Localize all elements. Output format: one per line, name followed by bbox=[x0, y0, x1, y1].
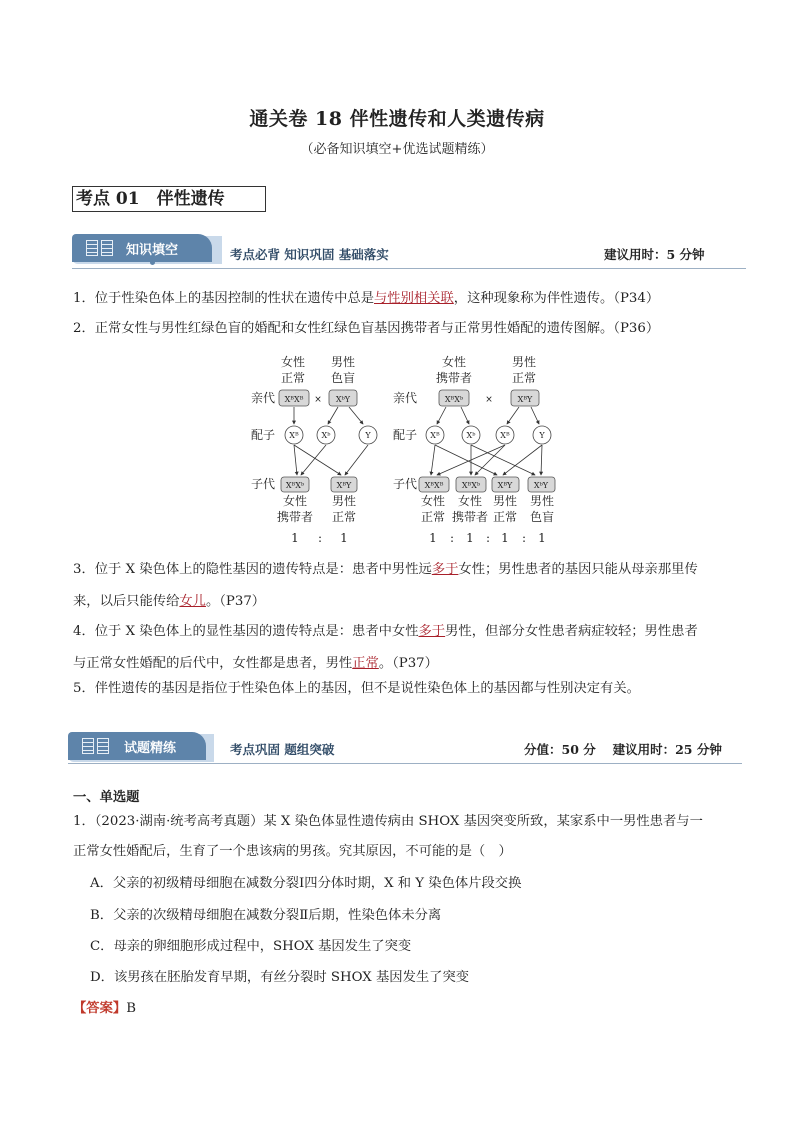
banner-right-text: 分值：50 分 建议用时：25 分钟 bbox=[524, 742, 722, 757]
left-parent-label: 亲代 bbox=[251, 391, 276, 405]
page-subtitle: （必备知识填空+优选试题精练） bbox=[300, 142, 494, 157]
question-line: 1．（2023·湖南·统考高考真题）某 X 染色体显性遗传病由 SHOX 基因突变所致，某家系中一男性患者与一 bbox=[73, 814, 703, 829]
knowledge-item-2: 2．正常女性与男性红绿色盲的婚配和女性红绿色盲基因携带者与正常男性婚配的遗传图解。（P36） bbox=[73, 321, 660, 336]
right-ratio-1: 1 bbox=[429, 531, 437, 545]
right-ratio-sep-3: : bbox=[521, 531, 527, 545]
right-offspring-1-geno: XᴮXᴮ bbox=[424, 481, 444, 490]
right-ratio-sep-2: : bbox=[485, 531, 491, 545]
banner-middle-text: 考点巩固 题组突破 bbox=[230, 742, 335, 757]
left-p-female-line1: 女性 bbox=[280, 355, 306, 369]
right-offspring-2-geno: XᴮXᵇ bbox=[461, 481, 481, 490]
right-offspring-4-pheno: 男性 bbox=[529, 494, 555, 508]
text: 3．位于 X 染色体上的隐性基因的遗传特点是：患者中男性远 bbox=[73, 562, 432, 577]
text: 4．位于 X 染色体上的显性基因的遗传特点是：患者中女性 bbox=[73, 624, 419, 639]
right-ratio-2: 1 bbox=[466, 531, 474, 545]
banner-divider bbox=[68, 763, 742, 764]
left-offspring-2-pheno2: 正常 bbox=[331, 510, 357, 524]
left-p-male-geno: XᵇY bbox=[335, 395, 351, 404]
text: 男性，但部分女性患者病症较轻；男性患者 bbox=[445, 624, 698, 639]
blank-answer: 多于 bbox=[431, 562, 459, 577]
knowledge-item-4 bbox=[73, 618, 723, 678]
right-offspring-3-geno: XᴮY bbox=[497, 481, 513, 490]
blank-answer: 女儿 bbox=[179, 594, 206, 609]
banner-divider bbox=[72, 268, 746, 269]
left-p-male-line1: 男性 bbox=[330, 355, 356, 369]
right-ratio-4: 1 bbox=[538, 531, 546, 545]
knowledge-item-3 bbox=[73, 556, 723, 616]
text: 。（P37） bbox=[378, 656, 438, 671]
right-offspring-1-pheno2: 正常 bbox=[420, 510, 446, 524]
text: 1．位于性染色体上的基因控制的性状在遗传中总是 bbox=[73, 291, 374, 306]
left-gamete-3-label: Y bbox=[365, 431, 371, 440]
section-title-box: 考点 01 伴性遗传 bbox=[72, 186, 266, 212]
answer-label: 【答案】 bbox=[73, 1001, 127, 1016]
right-offspring-2-pheno2: 携带者 bbox=[451, 510, 489, 524]
right-p-male-line2: 正常 bbox=[511, 371, 537, 385]
right-parent-label: 亲代 bbox=[393, 391, 418, 405]
left-ratio-sep: : bbox=[317, 531, 323, 545]
option-b[interactable]: B．父亲的次级精母细胞在减数分裂Ⅱ后期，性染色体未分离 bbox=[90, 908, 442, 923]
banner-middle-text: 考点必背 知识巩固 基础落实 bbox=[230, 247, 389, 262]
right-p-male-line1: 男性 bbox=[511, 355, 537, 369]
left-gamete-1-label: Xᴮ bbox=[289, 431, 299, 440]
left-offspring-1-pheno2: 携带者 bbox=[276, 510, 314, 524]
section-heading: 一、单选题 bbox=[73, 790, 140, 805]
text: 。（P37） bbox=[205, 594, 266, 609]
banner-right-text: 建议用时：5 分钟 bbox=[604, 247, 705, 262]
right-gamete-1-label: Xᴮ bbox=[430, 431, 440, 440]
text: ，这种现象称为伴性遗传。（P34） bbox=[453, 291, 660, 306]
text: 来，以后只能传给 bbox=[73, 594, 180, 609]
answer-value: B bbox=[126, 1001, 136, 1016]
option-c[interactable]: C．母亲的卵细胞形成过程中，SHOX 基因发生了突变 bbox=[90, 939, 412, 954]
right-gamete-3-label: Xᴮ bbox=[500, 431, 510, 440]
banner-tab-label: 知识填空 bbox=[126, 242, 179, 258]
left-p-female-geno: XᴮXᴮ bbox=[284, 395, 304, 404]
right-p-female-line1: 女性 bbox=[441, 355, 467, 369]
question-1-stem bbox=[73, 808, 723, 866]
right-gamete-label: 配子 bbox=[393, 428, 418, 442]
left-p-male-line2: 色盲 bbox=[330, 371, 356, 385]
right-offspring-2-pheno: 女性 bbox=[457, 494, 483, 508]
text: 与正常女性婚配的后代中，女性都是患者，男性 bbox=[73, 656, 353, 671]
left-offspring-2-geno: XᴮY bbox=[336, 481, 352, 490]
left-gamete-2-label: Xᵇ bbox=[321, 431, 331, 440]
knowledge-banner bbox=[72, 234, 746, 270]
left-offspring-1-pheno: 女性 bbox=[282, 494, 308, 508]
blank-answer: 正常 bbox=[352, 656, 379, 671]
right-offspring-4-pheno2: 色盲 bbox=[529, 510, 555, 524]
banner-dot bbox=[150, 260, 155, 265]
left-offspring-2-pheno: 男性 bbox=[331, 494, 357, 508]
right-gamete-4-label: Y bbox=[539, 431, 545, 440]
right-p-female-geno: XᴮXᵇ bbox=[444, 395, 464, 404]
page-title: 通关卷 18 伴性遗传和人类遗传病 bbox=[249, 108, 545, 130]
blank-answer: 与性别相关联 bbox=[374, 291, 454, 306]
left-p-female-line2: 正常 bbox=[280, 371, 306, 385]
text: 女性；男性患者的基因只能从母亲那里传 bbox=[458, 562, 698, 577]
right-p-male-geno: XᴮY bbox=[517, 395, 533, 404]
option-a[interactable]: A．父亲的初级精母细胞在减数分裂Ⅰ四分体时期，X 和 Y 染色体片段交换 bbox=[90, 876, 522, 891]
exercise-banner bbox=[68, 732, 742, 768]
right-p-female-line2: 携带者 bbox=[435, 371, 473, 385]
right-offspring-3-pheno: 男性 bbox=[492, 494, 518, 508]
right-ratio-sep-1: : bbox=[449, 531, 455, 545]
knowledge-item-5: 5．伴性遗传的基因是指位于性染色体上的基因，但不是说性染色体上的基因都与性别决定有关。 bbox=[73, 681, 640, 696]
banner-tab-label: 试题精练 bbox=[124, 740, 177, 756]
left-gamete-label: 配子 bbox=[251, 428, 276, 442]
option-d[interactable]: D．该男孩在胚胎发育早期，有丝分裂时 SHOX 基因发生了突变 bbox=[90, 970, 470, 985]
left-offspring-1-geno: XᴮXᵇ bbox=[285, 481, 305, 490]
blank-answer: 多于 bbox=[418, 624, 446, 639]
right-offspring-4-geno: XᵇY bbox=[533, 481, 549, 490]
left-offspring-label: 子代 bbox=[251, 477, 276, 491]
right-ratio-3: 1 bbox=[501, 531, 509, 545]
right-offspring-1-pheno: 女性 bbox=[420, 494, 446, 508]
left-ratio-2: 1 bbox=[340, 531, 348, 545]
book-icon bbox=[82, 735, 116, 757]
answer-line bbox=[73, 997, 136, 1016]
right-cross: × bbox=[485, 395, 493, 405]
left-ratio-1: 1 bbox=[291, 531, 299, 545]
left-cross: × bbox=[314, 395, 322, 405]
knowledge-item-1 bbox=[73, 285, 723, 313]
right-offspring-label: 子代 bbox=[393, 477, 418, 491]
book-icon bbox=[86, 237, 120, 259]
question-line: 正常女性婚配后，生育了一个患该病的男孩。究其原因，不可能的是（ ） bbox=[73, 844, 512, 859]
right-offspring-3-pheno2: 正常 bbox=[492, 510, 518, 524]
right-gamete-2-label: Xᵇ bbox=[466, 431, 476, 440]
banner-tab bbox=[72, 234, 212, 262]
banner-tab bbox=[68, 732, 206, 760]
inheritance-diagram bbox=[245, 350, 565, 550]
